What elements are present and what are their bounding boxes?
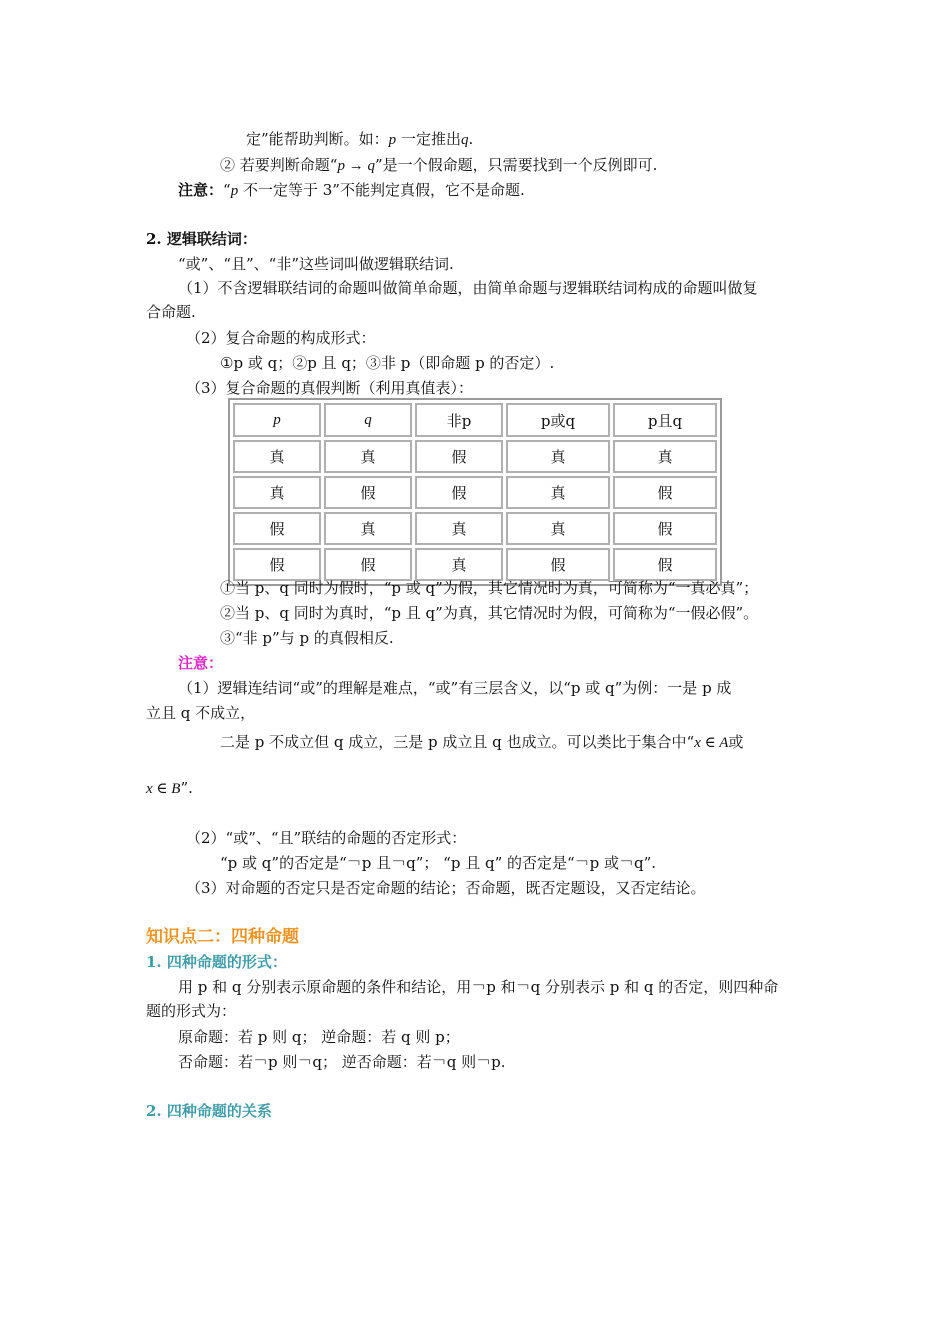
paragraph-line: （1）逻辑连结词“或”的理解是难点，“或”有三层含义，以“p 或 q”为例：一是 p 成 [178, 679, 732, 697]
math-p: p [230, 183, 239, 199]
table-cell: 真 [506, 476, 610, 509]
text: 若要判断命题“ [239, 156, 338, 174]
subsection-heading: 2. 四种命题的关系 [146, 1102, 272, 1120]
table-cell: 假 [415, 440, 503, 473]
table-header-cell: q [324, 403, 412, 437]
paragraph-line: ②当 p、q 同时为真时，“p 且 q”为真，其它情况时为假，可简称为“一假必假”。 [220, 604, 759, 622]
text: “ [223, 181, 231, 199]
table-cell: 假 [613, 476, 717, 509]
paragraph-line [220, 154, 657, 177]
table-cell: 真 [324, 440, 412, 473]
note-label: 注意： [178, 181, 224, 199]
math-p: p [388, 132, 397, 148]
table-header-cell: p [233, 403, 321, 437]
text: . [468, 130, 474, 148]
paragraph-line: 题的形式为： [146, 1002, 237, 1020]
math-implication: p → q [337, 158, 375, 174]
paragraph-line: （2）“或”、“且”联结的命题的否定形式： [186, 829, 467, 847]
paragraph-line: ①p 或 q；②p 且 q；③非 p（即命题 p 的否定）. [220, 354, 555, 372]
table-row [233, 512, 717, 545]
paragraph-line: （2）复合命题的构成形式： [186, 329, 376, 347]
table-header-cell: p且q [613, 403, 717, 437]
paragraph-line: 原命题：若 p 则 q； 逆命题：若 q 则 p； [178, 1028, 460, 1046]
table-header-row [233, 403, 717, 437]
math-q: q [460, 132, 469, 148]
note-line [178, 179, 525, 202]
text: 定”能帮助判断。如： [246, 130, 389, 148]
table-cell: 真 [506, 512, 610, 545]
table-cell: 真 [324, 512, 412, 545]
table-header-cell: p或q [506, 403, 610, 437]
table-row [233, 440, 717, 473]
item-number: ② [220, 156, 236, 174]
table-cell: 假 [613, 548, 717, 581]
table-cell: 真 [415, 548, 503, 581]
paragraph-line: （3）复合命题的真假判断（利用真值表）： [186, 379, 474, 397]
table-cell: 真 [233, 476, 321, 509]
table-cell: 假 [613, 512, 717, 545]
text: 或 [728, 733, 744, 751]
paragraph-line [146, 777, 193, 800]
table-cell: 假 [415, 476, 503, 509]
paragraph-line: ①当 p、q 同时为假时，“p 或 q”为假，其它情况时为真，可简称为“一真必真”； [220, 579, 759, 597]
paragraph-line: （3）对命题的否定只是否定命题的结论；否命题，既否定题设，又否定结论。 [186, 879, 706, 897]
table-cell: 假 [233, 548, 321, 581]
paragraph-line: ③“非 p”与 p 的真假相反. [220, 629, 394, 647]
note-label: 注意： [178, 654, 224, 672]
paragraph-line: “或”、“且”、“非”这些词叫做逻辑联结词. [178, 255, 454, 273]
paragraph-line: 否命题：若￢p 则￢q； 逆否命题：若￢q 则￢p. [178, 1053, 506, 1071]
subsection-heading: 1. 四种命题的形式： [146, 953, 287, 971]
table-cell: 假 [233, 512, 321, 545]
math-x-in-b: x ∈ B [146, 781, 181, 797]
text: ”是一个假命题，只需要找到一个反例即可. [374, 156, 658, 174]
table-cell: 假 [324, 476, 412, 509]
paragraph-line: 立且 q 不成立， [146, 704, 256, 722]
table-cell: 真 [506, 440, 610, 473]
paragraph-line: 合命题. [146, 303, 196, 321]
text: 一定推出 [400, 130, 461, 148]
text: 不一定等于 3”不能判定真假，它不是命题. [242, 181, 525, 199]
text: 二是 p 不成立但 q 成立，三是 p 成立且 q 也成立。可以类比于集合中“ [220, 733, 695, 751]
table-header-cell: 非p [415, 403, 503, 437]
table-cell: 假 [324, 548, 412, 581]
table-cell: 真 [415, 512, 503, 545]
table-cell: 真 [233, 440, 321, 473]
truth-table [228, 398, 722, 586]
table-row [233, 476, 717, 509]
paragraph-line: 用 p 和 q 分别表示原命题的条件和结论，用￢p 和￢q 分别表示 p 和 q 的否定，则四种命 [178, 978, 779, 996]
text: ”. [180, 779, 193, 797]
section-heading: 2. 逻辑联结词： [146, 230, 257, 248]
paragraph-line: “p 或 q”的否定是“￢p 且￢q”； “p 且 q” 的否定是“￢p 或￢q”. [220, 854, 657, 872]
paragraph-line [220, 731, 743, 754]
math-x-in-a: x ∈ A [694, 735, 729, 751]
paragraph-line [246, 128, 473, 151]
table-cell: 假 [506, 548, 610, 581]
section-heading: 知识点二：四种命题 [146, 927, 299, 947]
paragraph-line: （1）不含逻辑联结词的命题叫做简单命题，由简单命题与逻辑联结词构成的命题叫做复 [178, 279, 758, 297]
table-cell: 真 [613, 440, 717, 473]
